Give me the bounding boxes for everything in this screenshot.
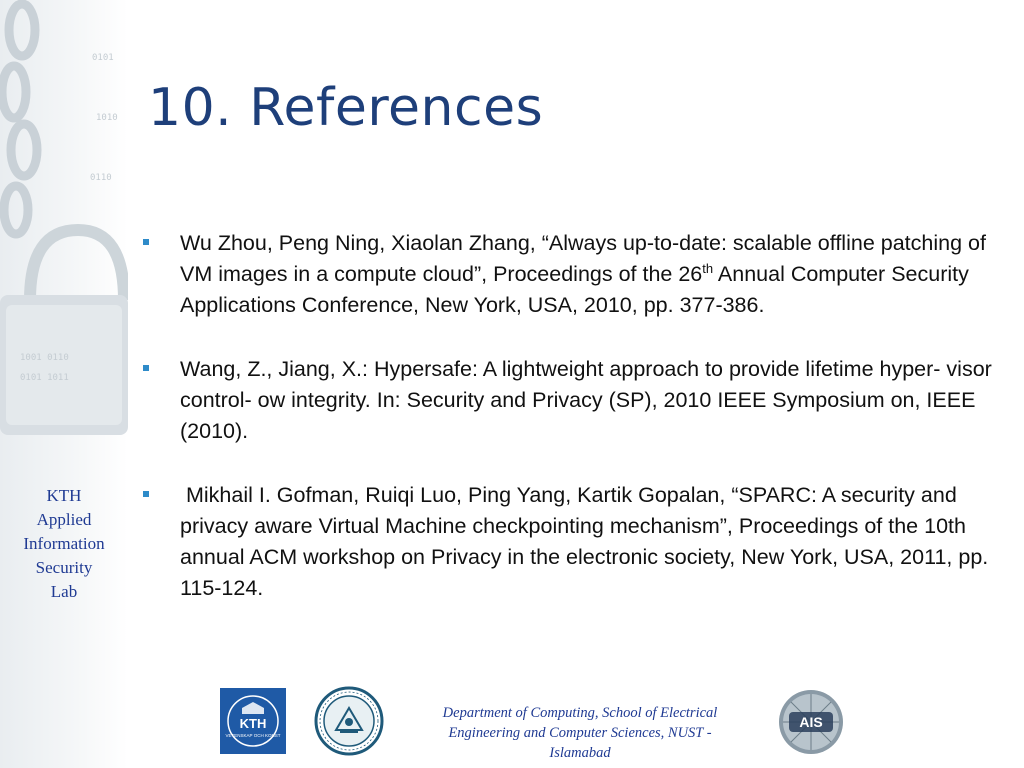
kth-logo-subtext: VETENSKAP OCH KONST <box>225 733 281 738</box>
reference-text: Annual Computer Security Applications Conference, New York, USA, 2010, pp. 377-386. <box>180 262 969 317</box>
nust-seal-icon <box>314 686 384 756</box>
lab-name <box>0 484 128 604</box>
svg-text:1010: 1010 <box>96 113 118 123</box>
department-line: Engineering and Computer Sciences, NUST - <box>448 725 712 741</box>
reference-item <box>143 354 998 447</box>
ais-logo-text: AIS <box>799 714 823 730</box>
kth-logo-text: KTH <box>239 716 267 731</box>
lab-name-line: Security <box>35 558 93 577</box>
bullet-icon <box>143 491 149 497</box>
lab-name-line: Lab <box>50 582 78 601</box>
department-line: Islamabad <box>549 745 611 761</box>
department-line: Department of Computing, School of Electrical <box>442 705 718 721</box>
reference-sup: th <box>702 260 714 276</box>
ais-logo-icon <box>777 688 845 756</box>
reference-item <box>143 228 998 321</box>
lab-name-line: Applied <box>36 510 92 529</box>
lab-name-line: Information <box>23 534 105 553</box>
bullet-icon <box>143 365 149 371</box>
padlock-chain-icon <box>0 0 128 470</box>
bullet-icon <box>143 239 149 245</box>
svg-text:1001 0110: 1001 0110 <box>20 353 69 363</box>
references-list <box>143 228 998 637</box>
department-footer <box>405 703 755 763</box>
slide-title: 10. References <box>148 78 544 138</box>
reference-text: Wu Zhou, Peng Ning, Xiaolan Zhang, “Always up-to-date: scalable offline patching of VM images in a compute cloud”, Proceedings of the 26 <box>180 231 986 286</box>
reference-text: Mikhail I. Gofman, Ruiqi Luo, Ping Yang, Kartik Gopalan, “SPARC: A security and privacy aware Virtual Machine checkpointing mechanism”, Proceedings of the 10th annual ACM workshop on Privacy in the electronic society, New York, USA, 2011, pp. 115-124. <box>180 483 995 600</box>
svg-text:0101 1011: 0101 1011 <box>20 373 69 383</box>
svg-text:0110: 0110 <box>90 173 112 183</box>
reference-text: Wang, Z., Jiang, X.: Hypersafe: A lightweight approach to provide lifetime hyper- visor control- ow integrity. In: Security and Privacy (SP), 2010 IEEE Symposium on, IEEE (2010). <box>180 357 992 443</box>
lab-name-line: KTH <box>46 486 82 505</box>
left-sidebar <box>0 0 128 768</box>
kth-logo-icon <box>220 688 286 754</box>
reference-item <box>143 480 998 604</box>
svg-text:0101: 0101 <box>92 53 114 63</box>
